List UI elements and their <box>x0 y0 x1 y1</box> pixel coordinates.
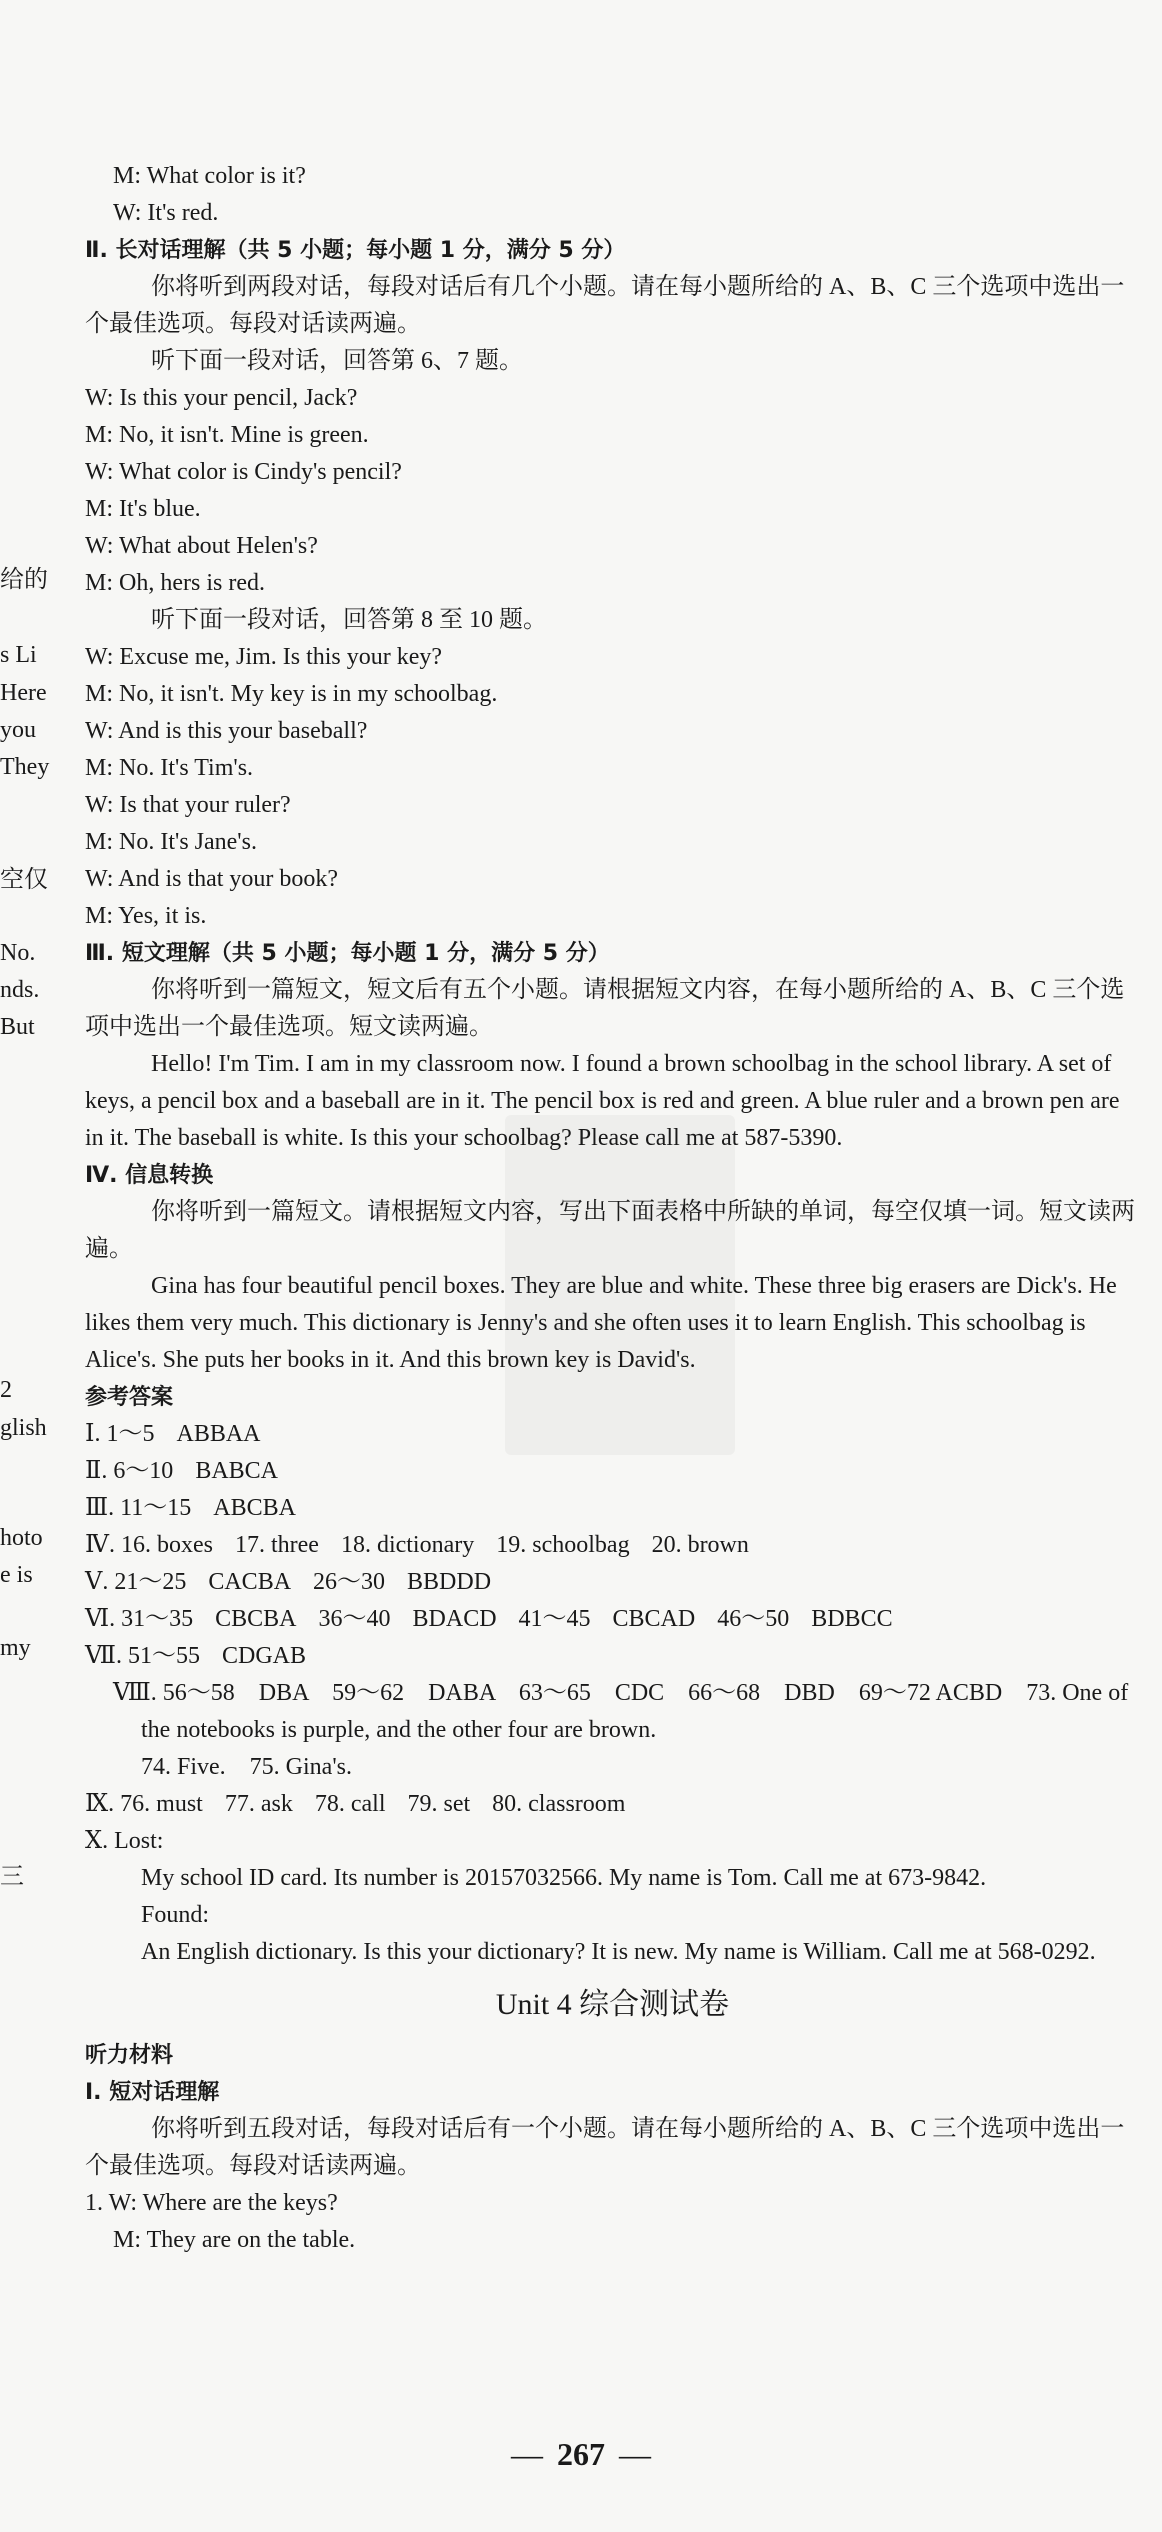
answer-item: 79. set <box>407 1791 471 1817</box>
gutter-text: 2 <box>0 1377 12 1403</box>
left-gutter-fragments <box>0 0 80 2532</box>
answer-item: Ⅱ. 6～10 <box>85 1458 174 1484</box>
page-number: — 267 — <box>511 2436 651 2472</box>
answer-item: Ⅸ. 76. must <box>85 1791 203 1817</box>
answer-item: 19. schoolbag <box>496 1532 630 1558</box>
dialog-line: M: Oh, hers is red. <box>85 570 265 596</box>
dialog-line: W: Is that your ruler? <box>85 792 291 818</box>
gutter-text: They <box>0 754 50 780</box>
answer-item: CBCAD <box>612 1606 696 1632</box>
section-4-title: Ⅳ. 信息转换 <box>85 1163 214 1188</box>
answer-item: Ⅲ. 11～15 <box>85 1495 192 1521</box>
answer-item: CDGAB <box>221 1643 306 1669</box>
dialog-line: M: No, it isn't. My key is in my schoolbag. <box>85 681 498 707</box>
unit-4-subtitle: 听力材料 <box>85 2043 174 2068</box>
section-3-title: Ⅲ. 短文理解（共 5 小题；每小题 1 分，满分 5 分） <box>85 941 610 966</box>
dialog-line: M: No. It's Jane's. <box>85 829 257 855</box>
dialog-line: M: No. It's Tim's. <box>85 755 254 781</box>
dialog-line: M: It's blue. <box>85 496 201 522</box>
dialog-line: W: What color is Cindy's pencil? <box>85 459 402 485</box>
answer-item: Ⅵ. 31～35 <box>85 1606 194 1632</box>
answer-item: 26～30 <box>313 1569 386 1595</box>
dialog-line: M: They are on the table. <box>113 2227 356 2253</box>
answer-item: BDBCC <box>811 1606 893 1632</box>
answer-item: Ⅳ. 16. boxes <box>85 1532 213 1558</box>
gutter-text: glish <box>0 1415 47 1441</box>
answer-item: BDACD <box>412 1606 497 1632</box>
dialog-line: W: And is this your baseball? <box>85 718 368 744</box>
gutter-text: e is <box>0 1562 33 1588</box>
answer-x-found-label: Found: <box>141 1902 210 1928</box>
page-number-value: 267 <box>557 2436 605 2472</box>
gutter-text: hoto <box>0 1525 43 1551</box>
page-content <box>85 158 1140 2259</box>
dialog-line: W: Excuse me, Jim. Is this your key? <box>85 644 443 670</box>
answer-line <box>85 1786 1140 1823</box>
answer-item: ABBAA <box>176 1421 261 1447</box>
section-3-instruction: 你将听到一篇短文，短文后有五个小题。请根据短文内容，在每小题所给的 A、B、C 三个选项中选出一个最佳选项。短文读两遍。 <box>85 977 1125 1040</box>
answer-item: CACBA <box>208 1569 292 1595</box>
dialog-line: W: What about Helen's? <box>85 533 318 559</box>
gutter-text: But <box>0 1014 35 1040</box>
answer-item: Ⅴ. 21～25 <box>85 1569 187 1595</box>
unit-4-title: Unit 4 综合测试卷 <box>495 1988 730 2021</box>
answer-item: ABCBA <box>213 1495 296 1521</box>
answer-item: 46～50 <box>717 1606 790 1632</box>
answer-item: 80. classroom <box>492 1791 626 1817</box>
dialog-line: M: No, it isn't. Mine is green. <box>85 422 369 448</box>
gutter-text: Here <box>0 680 47 706</box>
answer-item: Ⅰ. 1～5 <box>85 1421 155 1447</box>
answer-item: 78. call <box>314 1791 386 1817</box>
answer-item: BBDDD <box>407 1569 492 1595</box>
unit-4-section-1-title: Ⅰ. 短对话理解 <box>85 2080 220 2105</box>
dialog-line: 1. W: Where are the keys? <box>85 2190 338 2216</box>
answer-x-lost: My school ID card. Its number is 20157032566. My name is Tom. Call me at 673-9842. <box>141 1865 987 1891</box>
section-2-prompt-1: 听下面一段对话，回答第 6、7 题。 <box>151 348 523 374</box>
dialog-line: M: Yes, it is. <box>85 903 207 929</box>
answer-line <box>85 1564 1140 1601</box>
unit-4-instruction: 你将听到五段对话，每段对话后有一个小题。请在每小题所给的 A、B、C 三个选项中选出一个最佳选项。每段对话读两遍。 <box>85 2116 1125 2179</box>
section-3-passage: Hello! I'm Tim. I am in my classroom now. I found a brown schoolbag in the school library. A set of keys, a pencil box and a baseball are in it. The pencil box is red and green. A blue ruler and a brown pen are in it. The baseball is white. Is this your schoolbag? Please call me at 587-5390. <box>85 1051 1120 1151</box>
answer-item: 77. ask <box>224 1791 293 1817</box>
gutter-text: No. <box>0 940 36 966</box>
section-4-passage: Gina has four beautiful pencil boxes. They are blue and white. These three big erasers are Dick's. He likes them very much. This dictionary is Jenny's and she often uses it to learn English. This schoolbag is Alice's. She puts her books in it. And this brown key is David's. <box>85 1273 1117 1373</box>
answer-line <box>85 1601 1140 1638</box>
gutter-text: 给的 <box>0 567 48 593</box>
gutter-text: nds. <box>0 977 40 1003</box>
answer-item: BABCA <box>195 1458 278 1484</box>
gutter-text: s Li <box>0 642 37 668</box>
answer-viii-cont: 74. Five. 75. Gina's. <box>141 1754 352 1780</box>
answer-line <box>85 1490 1140 1527</box>
answer-item: 20. brown <box>651 1532 749 1558</box>
answer-line <box>85 1527 1140 1564</box>
gutter-text: 三 <box>0 1864 24 1890</box>
answer-line <box>85 1453 1140 1490</box>
section-4-instruction: 你将听到一篇短文。请根据短文内容，写出下面表格中所缺的单词，每空仅填一词。短文读两遍。 <box>85 1199 1135 1262</box>
dialog-line: W: And is that your book? <box>85 866 339 892</box>
answer-item: 18. dictionary <box>340 1532 475 1558</box>
answer-viii: Ⅷ. 56～58 DBA 59～62 DABA 63～65 CDC 66～68 DBD 69～72 ACBD 73. One of the notebooks is purple, and the other four are brown. <box>113 1680 1129 1743</box>
gutter-text: my <box>0 1635 31 1661</box>
dialog-line: M: What color is it? <box>113 163 306 189</box>
answer-item: CBCBA <box>215 1606 297 1632</box>
gutter-text: you <box>0 717 36 743</box>
section-2-title: Ⅱ. 长对话理解（共 5 小题；每小题 1 分，满分 5 分） <box>85 238 626 263</box>
answer-item: Ⅶ. 51～55 <box>85 1643 200 1669</box>
answers-title: 参考答案 <box>85 1385 174 1410</box>
section-2-prompt-2: 听下面一段对话，回答第 8 至 10 题。 <box>151 607 547 633</box>
answer-line <box>85 1638 1140 1675</box>
answer-item: 36～40 <box>318 1606 391 1632</box>
answer-line <box>85 1416 1140 1453</box>
gutter-text: 空仅 <box>0 867 48 893</box>
answer-item: 41～45 <box>518 1606 591 1632</box>
section-2-instruction: 你将听到两段对话，每段对话后有几个小题。请在每小题所给的 A、B、C 三个选项中选出一个最佳选项。每段对话读两遍。 <box>85 274 1125 337</box>
answer-x-found: An English dictionary. Is this your dictionary? It is new. My name is William. Call me at 568-0292. <box>141 1939 1096 1965</box>
dialog-line: W: It's red. <box>113 200 219 226</box>
dialog-line: W: Is this your pencil, Jack? <box>85 385 358 411</box>
answer-item: 17. three <box>234 1532 319 1558</box>
answer-x-label: Ⅹ. Lost: <box>85 1828 164 1854</box>
